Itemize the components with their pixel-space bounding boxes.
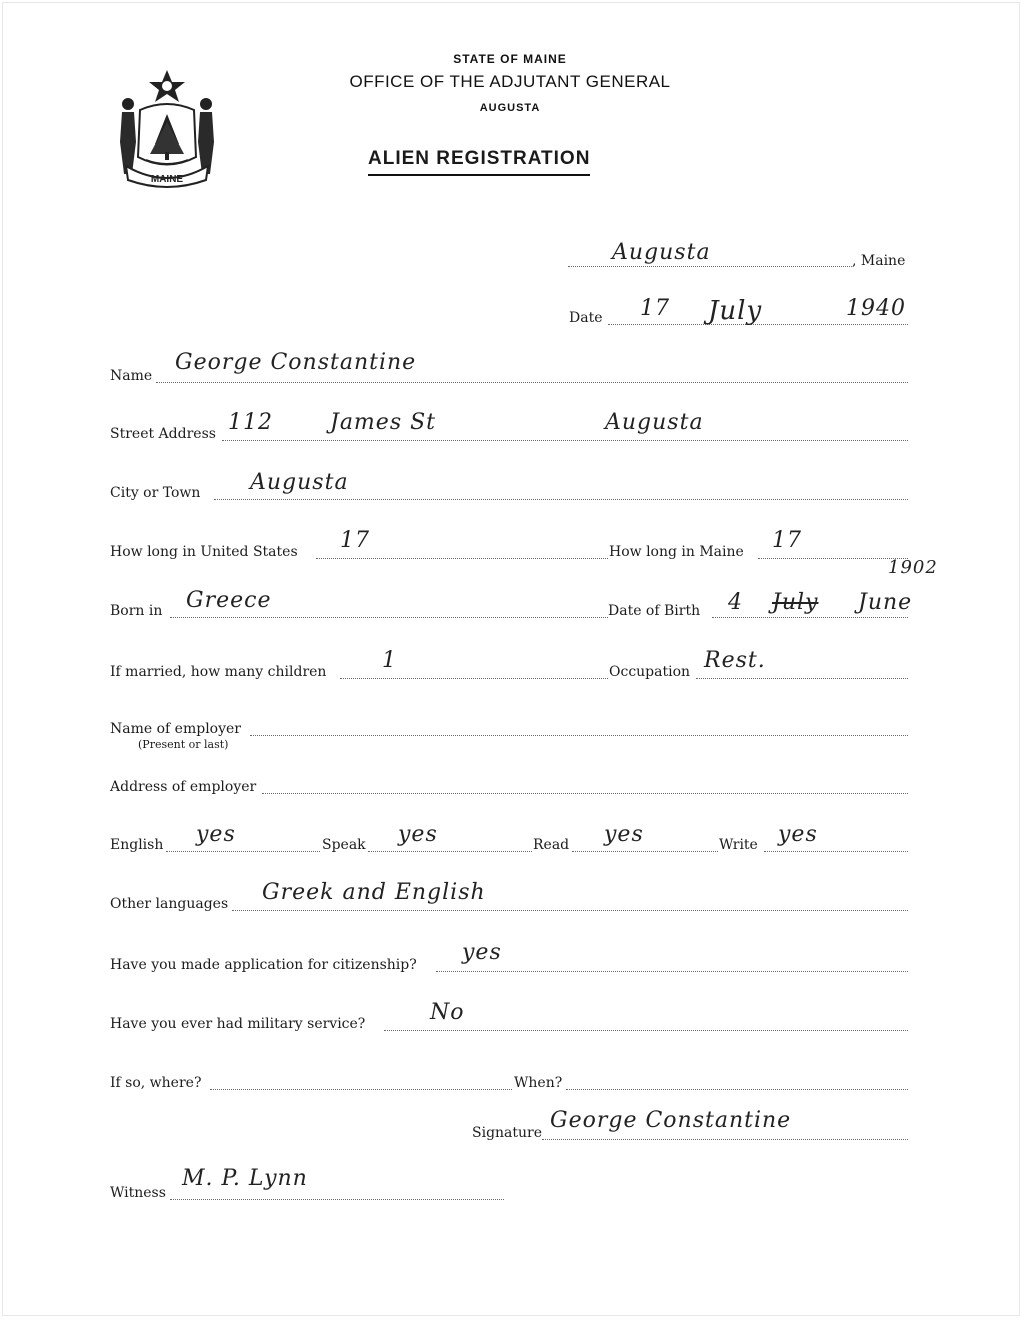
where-line: [210, 1089, 512, 1090]
other-languages-line: [232, 910, 908, 911]
place-suffix: , Maine: [852, 253, 906, 269]
english-value: yes: [196, 822, 236, 847]
svg-text:MAINE: MAINE: [150, 174, 184, 185]
military-line: [384, 1030, 908, 1031]
name-label: Name: [110, 368, 153, 384]
maine-value: 17: [772, 528, 802, 553]
military-value: No: [430, 1000, 465, 1025]
street-number: 112: [228, 410, 273, 435]
place-line: [568, 266, 852, 267]
born-line: [170, 617, 608, 618]
born-label: Born in: [110, 603, 163, 619]
date-month: July: [708, 296, 763, 326]
born-value: Greece: [186, 588, 272, 613]
when-label: When?: [514, 1075, 563, 1091]
us-line: [316, 558, 608, 559]
signature-value: George Constantine: [550, 1108, 792, 1133]
children-value: 1: [382, 648, 397, 673]
dob-month: June: [858, 590, 913, 615]
dob-line: [712, 617, 908, 618]
us-value: 17: [340, 528, 370, 553]
form-title: ALIEN REGISTRATION: [368, 148, 590, 176]
citizenship-value: yes: [462, 940, 502, 965]
street-city: Augusta: [605, 410, 704, 435]
header-state: STATE OF MAINE: [453, 52, 567, 66]
street-line: [222, 440, 908, 441]
date-year: 1940: [846, 296, 906, 321]
us-label: How long in United States: [110, 544, 298, 560]
speak-value: yes: [398, 822, 438, 847]
employer-sublabel: (Present or last): [138, 738, 229, 751]
write-line: [764, 851, 908, 852]
maine-label: How long in Maine: [609, 544, 744, 560]
header-city: AUGUSTA: [479, 102, 541, 114]
dob-year: 1902: [888, 557, 938, 578]
occupation-value: Rest.: [704, 648, 766, 673]
read-value: yes: [604, 822, 644, 847]
header-office: OFFICE OF THE ADJUTANT GENERAL: [349, 72, 671, 91]
city-line: [214, 499, 908, 500]
date-day: 17: [640, 296, 670, 321]
write-label: Write: [719, 837, 758, 853]
witness-label: Witness: [110, 1185, 166, 1201]
city-value: Augusta: [250, 470, 349, 495]
page-border: [2, 2, 1020, 1316]
dob-struck-month: July: [772, 590, 819, 615]
read-line: [572, 851, 718, 852]
signature-line: [542, 1139, 908, 1140]
employer-line: [250, 735, 908, 736]
place-value: Augusta: [612, 240, 711, 265]
witness-value: M. P. Lynn: [182, 1166, 308, 1191]
occupation-line: [696, 678, 908, 679]
citizenship-line: [436, 971, 908, 972]
state-seal-icon: [112, 62, 222, 192]
employer-label: Name of employer: [110, 721, 241, 737]
where-label: If so, where?: [110, 1075, 202, 1091]
date-label: Date: [569, 310, 603, 326]
witness-line: [170, 1199, 504, 1200]
children-label: If married, how many children: [110, 664, 327, 680]
speak-line: [368, 851, 532, 852]
dob-day: 4: [728, 590, 743, 615]
employer-address-label: Address of employer: [110, 779, 257, 795]
dob-label: Date of Birth: [608, 603, 701, 619]
signature-label: Signature: [472, 1125, 543, 1141]
name-line: [156, 382, 908, 383]
employer-address-line: [262, 793, 908, 794]
citizenship-label: Have you made application for citizenship?: [110, 957, 417, 973]
children-line: [340, 678, 608, 679]
city-label: City or Town: [110, 485, 201, 501]
name-value: George Constantine: [175, 350, 417, 375]
read-label: Read: [533, 837, 570, 853]
speak-label: Speak: [322, 837, 366, 853]
occupation-label: Occupation: [609, 664, 691, 680]
english-line: [166, 851, 320, 852]
maine-line: [758, 558, 908, 559]
write-value: yes: [778, 822, 818, 847]
when-line: [566, 1089, 908, 1090]
street-name: James St: [330, 410, 437, 435]
street-label: Street Address: [110, 426, 216, 442]
other-languages-label: Other languages: [110, 896, 229, 912]
military-label: Have you ever had military service?: [110, 1016, 366, 1032]
other-languages-value: Greek and English: [262, 880, 486, 905]
english-label: English: [110, 837, 164, 853]
